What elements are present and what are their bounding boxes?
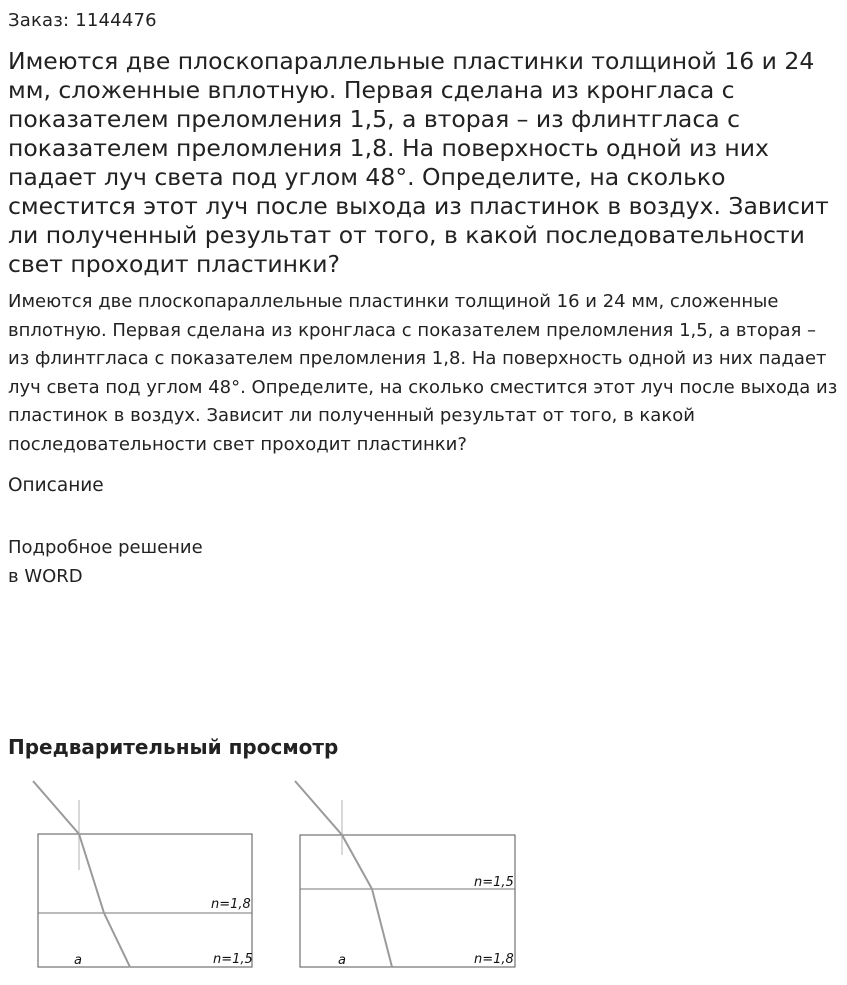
preview-figure-left <box>33 781 253 968</box>
label-a: a <box>74 953 82 968</box>
order-number: Заказ: 1144476 <box>8 10 157 31</box>
task-title: Имеются две плоскопараллельные пластинки толщиной 16 и 24 мм, сложенные вплотную. Первая сделана из кронгласа с показателем преломления 1,5, а вторая – из флинтгласа с показателем преломления 1,8. На поверхность одной из них падает луч света под углом 48°. Определите, на сколько сместится этот луч после выхода из пластинок в воздух. Зависит ли полученный результат от того, в какой последовательности свет проходит пластинки? <box>8 47 829 278</box>
preview-figure-right <box>295 781 515 968</box>
description-line-2: в WORD <box>8 566 83 587</box>
label-a: a <box>338 953 346 968</box>
label-top-plate: n=1,8 <box>211 897 251 912</box>
light-ray <box>33 781 130 967</box>
description-label: Описание <box>8 475 104 496</box>
task-text: Имеются две плоскопараллельные пластинки толщиной 16 и 24 мм, сложенные вплотную. Первая сделана из кронгласа с показателем преломления 1,5, а вторая – из флинтгласа с показателем преломления 1,8. На поверхность одной из них падает луч света под углом 48°. Определите, на сколько сместится этот луч после выхода из пластинок в воздух. Зависит ли полученный результат от того, в какой последовательности свет проходит пластинки? <box>8 291 838 455</box>
preview-figures <box>0 770 540 985</box>
plate-stack-outline <box>300 835 515 967</box>
label-top-plate: n=1,5 <box>474 875 514 890</box>
label-bottom-plate: n=1,8 <box>474 952 514 967</box>
light-ray <box>295 781 392 967</box>
label-bottom-plate: n=1,5 <box>213 952 253 967</box>
description-line-1: Подробное решение <box>8 537 203 558</box>
preview-heading: Предварительный просмотр <box>8 735 339 759</box>
